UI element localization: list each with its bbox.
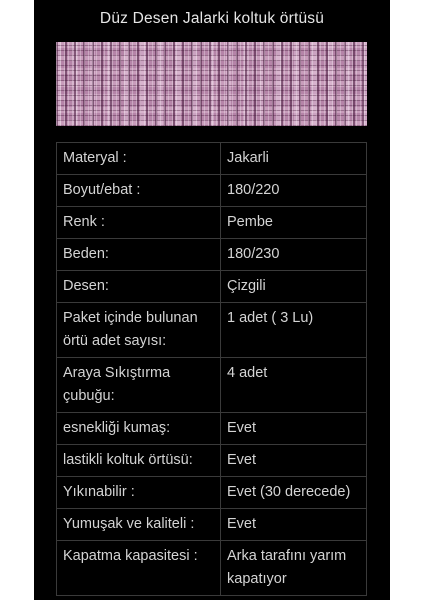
product-title: Düz Desen Jalarki koltuk örtüsü — [99, 10, 325, 27]
spec-value: Evet — [221, 509, 367, 541]
spec-label: Kapatma kapasitesi : — [57, 541, 221, 596]
spec-label: lastikli koltuk örtüsü: — [57, 445, 221, 477]
fabric-swatch-image — [56, 42, 367, 126]
spec-row-paket — [57, 303, 367, 358]
spec-row-materyal — [57, 143, 367, 175]
spec-row-yumusak — [57, 509, 367, 541]
spec-row-esneklik — [57, 413, 367, 445]
spec-row-renk — [57, 207, 367, 239]
spec-row-desen — [57, 271, 367, 303]
spec-value: 180/230 — [221, 239, 367, 271]
spec-value: Evet — [221, 413, 367, 445]
spec-row-boyut — [57, 175, 367, 207]
spec-label: Boyut/ebat : — [57, 175, 221, 207]
spec-value: Arka tarafını yarım kapatıyor — [221, 541, 367, 596]
spec-label: Yıkınabilir : — [57, 477, 221, 509]
spec-value: 180/220 — [221, 175, 367, 207]
spec-row-yikanabilir — [57, 477, 367, 509]
spec-row-lastikli — [57, 445, 367, 477]
spec-label: Yumuşak ve kaliteli : — [57, 509, 221, 541]
spec-label: Araya Sıkıştırma çubuğu: — [57, 358, 221, 413]
spec-value: Pembe — [221, 207, 367, 239]
spec-value: Evet — [221, 445, 367, 477]
spec-label: esnekliği kumaş: — [57, 413, 221, 445]
spec-value: Evet (30 derecede) — [221, 477, 367, 509]
spec-value: 4 adet — [221, 358, 367, 413]
spec-value: Jakarli — [221, 143, 367, 175]
spec-label: Paket içinde bulunan örtü adet sayısı: — [57, 303, 221, 358]
spec-label: Materyal : — [57, 143, 221, 175]
spec-value: 1 adet ( 3 Lu) — [221, 303, 367, 358]
product-info-panel — [34, 0, 390, 600]
spec-label: Beden: — [57, 239, 221, 271]
spec-row-beden — [57, 239, 367, 271]
spec-label: Desen: — [57, 271, 221, 303]
spec-row-kapatma — [57, 541, 367, 596]
specs-table — [56, 142, 367, 596]
spec-row-cubuk — [57, 358, 367, 413]
spec-label: Renk : — [57, 207, 221, 239]
spec-value: Çizgili — [221, 271, 367, 303]
